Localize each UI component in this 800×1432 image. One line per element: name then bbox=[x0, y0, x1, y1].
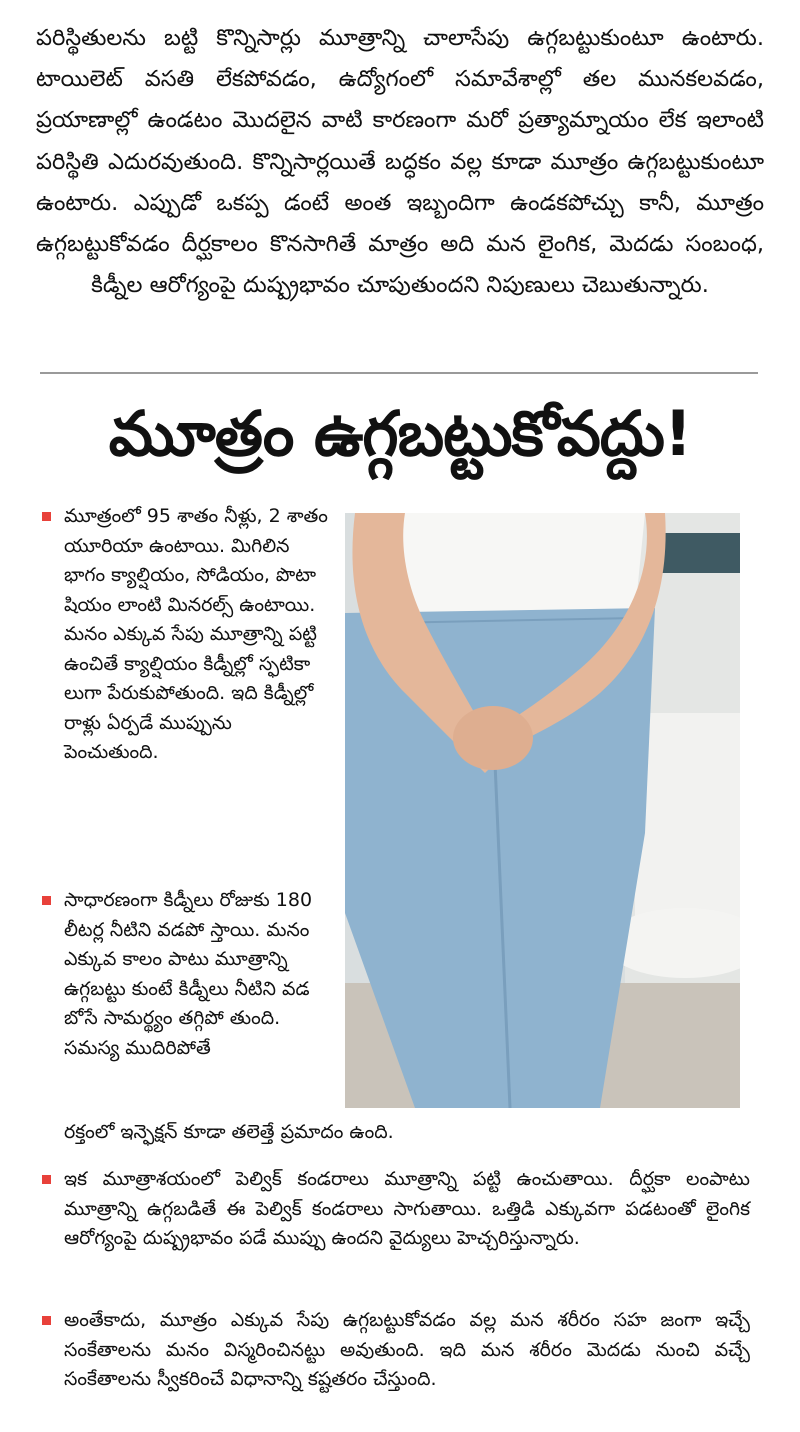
red-square-bullet-icon bbox=[42, 1316, 51, 1325]
bullet-text: ఇక మూత్రాశయంలో పెల్విక్‌ కండరాలు మూత్రాన్ని పట్టి ఉంచుతాయి. దీర్ఘకా లంపాటు మూత్రాన్ని ఉగ్గబడితే ఈ పెల్విక్‌ కండరాలు సాగుతాయి. ఒత్తిడి ఎక్కువగా పడటంతో లైంగిక ఆరోగ్యంపై దుష్ప్రభావం పడే ముప్పు ఉందని వైద్యులు హెచ్చరిస్తున్నారు. bbox=[64, 1168, 750, 1249]
article-photo-illustration bbox=[345, 513, 740, 1108]
headline: మూత్రం ఉగ్గబట్టుకోవద్దు! bbox=[108, 397, 692, 470]
bullet-item bbox=[64, 1165, 750, 1254]
red-square-bullet-icon bbox=[42, 512, 51, 521]
bullet-text: అంతేకాదు, మూత్రం ఎక్కువ సేపు ఉగ్గబట్టుకోవడం వల్ల మన శరీరం సహ జంగా ఇచ్చే సంకేతాలను మనం విస్మరించినట్టు అవుతుంది. ఇది మన శరీరం మెదడు నుంచి వచ్చే సంకేతాలను స్వీకరించే విధానాన్ని కష్టతరం చేస్తుంది. bbox=[64, 1309, 750, 1390]
section-divider bbox=[40, 372, 758, 374]
bullet-continuation: రక్తంలో ఇన్ఫెక్షన్‌ కూడా తలెత్తే ప్రమాదం ఉంది. bbox=[64, 1121, 394, 1143]
bullet-text: సాధారణంగా కిడ్నీలు రోజుకు 180 లీటర్ల నీటిని వడపో స్తాయి. మనం ఎక్కువ కాలం పాటు మూత్రాన్ని ఉగ్గబట్టు కుంటే కిడ్నీలు నీటిని వడ బోసే సామర్థ్యం తగ్గిపో తుంది. సమస్య ముదిరిపోతే bbox=[64, 889, 313, 1059]
bullet-item bbox=[64, 886, 332, 1063]
bullet-item bbox=[64, 502, 332, 768]
red-square-bullet-icon bbox=[42, 1175, 51, 1184]
article-photo bbox=[345, 513, 740, 1108]
bullet-text: మూత్రంలో 95 శాతం నీళ్లు, 2 శాతం యూరియా ఉంటాయి. మిగిలిన భాగం క్యాల్షియం, సోడియం, పొటా షియం లాంటి మినరల్స్‌ ఉంటాయి. మనం ఎక్కువ సేపు మూత్రాన్ని పట్టి ఉంచితే క్యాల్షియం కిడ్నీల్లో స్ఫటికా లుగా పేరుకుపోతుంది. ఇది కిడ్నీల్లో రాళ్లు ఏర్పడే ముప్పును పెంచుతుంది. bbox=[64, 505, 328, 763]
bullet-item bbox=[64, 1306, 750, 1395]
intro-paragraph: పరిస్థితులను బట్టి కొన్నిసార్లు మూత్రాన్ని చాలాసేపు ఉగ్గబట్టుకుంటూ ఉంటారు. టాయిలెట్‌ వసతి లేకపోవడం, ఉద్యోగంలో సమావేశాల్లో తల మునకలవడం, ప్రయాణాల్లో ఉండటం మొదలైన వాటి కారణంగా మరో ప్రత్యామ్నాయం లేక ఇలాంటి పరిస్థితి ఎదురవుతుంది. కొన్నిసార్లయితే బద్ధకం వల్ల కూడా మూత్రం ఉగ్గబట్టుకుంటూ ఉంటారు. ఎప్పుడో ఒకప్ప డంటే అంత ఇబ్బందిగా ఉండకపోచ్చు కానీ, మూత్రం ఉగ్గబట్టుకోవడం దీర్ఘకాలం కొనసాగితే మాత్రం అది మన లైంగిక, మెదడు సంబంధ, కిడ్నీల ఆరోగ్యంపై దుష్ప్రభావం చూపుతుందని నిపుణులు చెబుతున్నారు. bbox=[36, 25, 764, 299]
red-square-bullet-icon bbox=[42, 896, 51, 905]
